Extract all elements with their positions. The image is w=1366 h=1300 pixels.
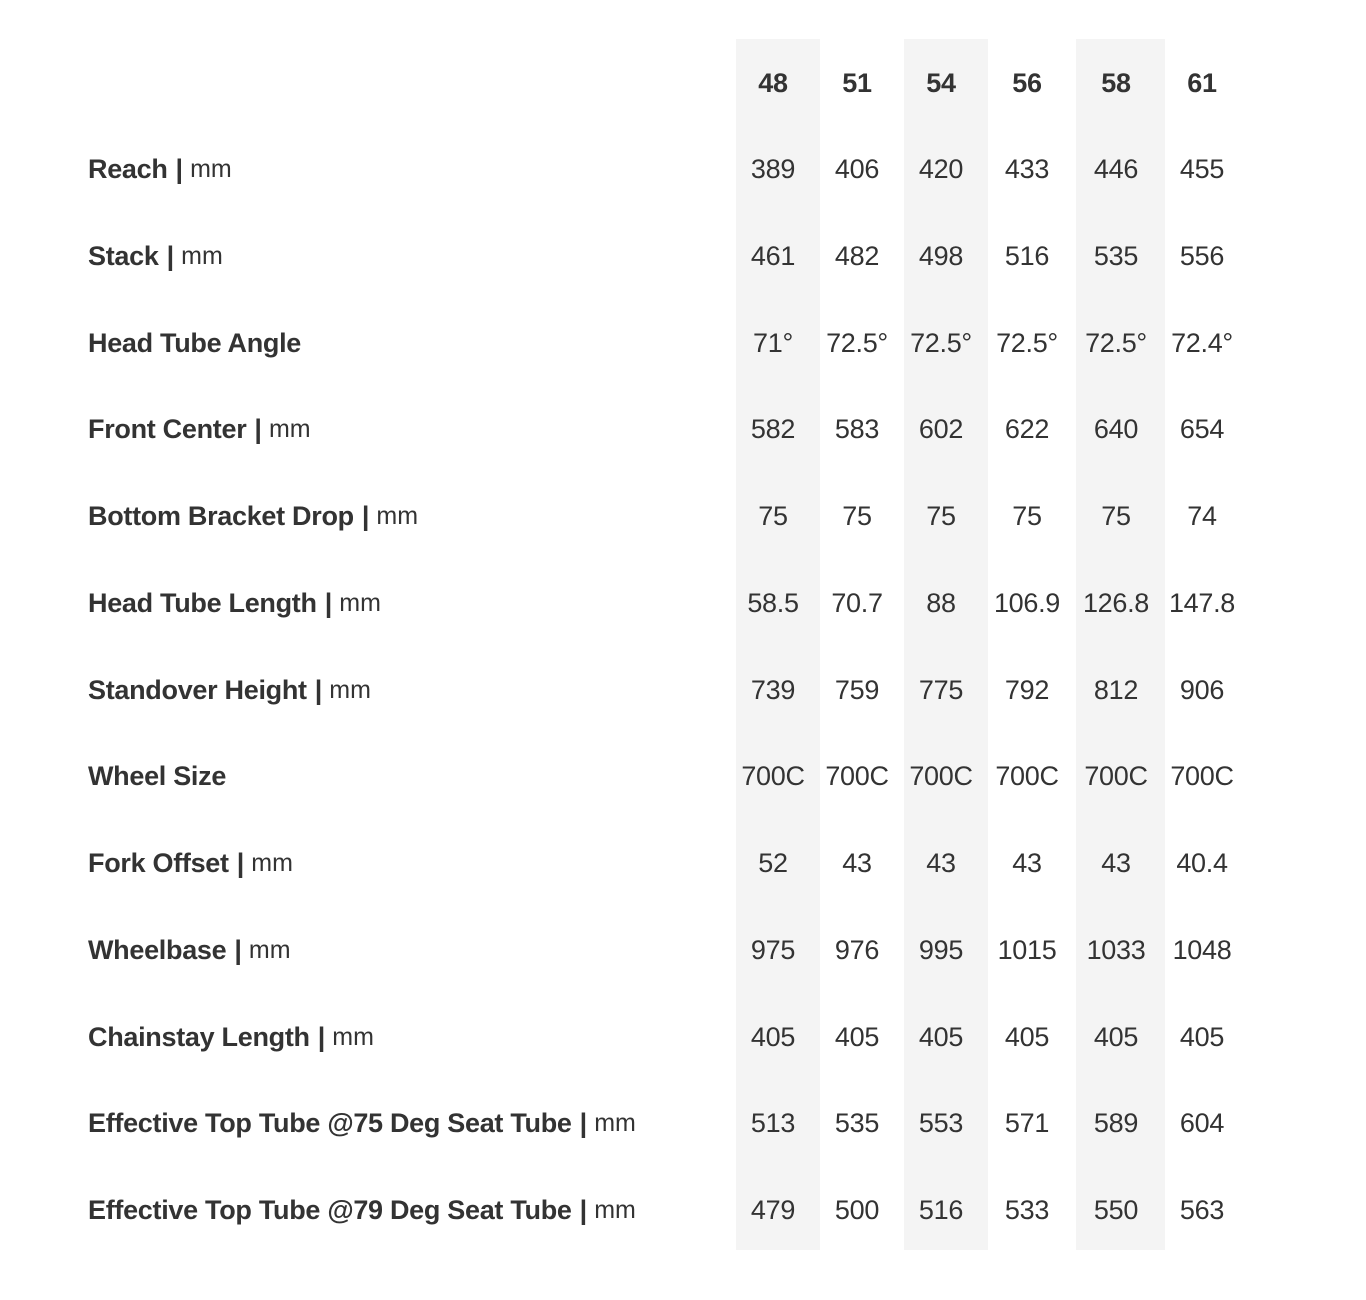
table-cell: 147.8: [1168, 588, 1236, 618]
table-cell: 482: [834, 241, 880, 271]
table-cell: 582: [750, 414, 796, 444]
table-cell: 995: [918, 935, 964, 965]
table-cell: 604: [1179, 1108, 1225, 1138]
row-label-name: Wheel Size: [88, 761, 227, 791]
row-label: [88, 820, 293, 907]
table-row: [0, 820, 1366, 907]
row-label: [88, 560, 381, 647]
table-cell: 563: [1179, 1195, 1225, 1225]
table-cell: 75: [842, 501, 872, 531]
table-row: [0, 1080, 1366, 1167]
table-cell: 700C: [1170, 761, 1234, 791]
table-cell: 976: [834, 935, 880, 965]
table-cell: 516: [918, 1195, 964, 1225]
table-cell: 75: [926, 501, 956, 531]
size-header-cell: 51: [842, 68, 872, 98]
table-cell: 1033: [1086, 935, 1146, 965]
row-label-unit: mm: [376, 502, 419, 530]
table-cell: 700C: [909, 761, 973, 791]
row-label: [88, 386, 311, 473]
row-label-unit: mm: [248, 936, 291, 964]
table-cell: 72.4°: [1171, 328, 1233, 358]
row-label-separator: |: [234, 935, 242, 965]
row-label-separator: |: [314, 675, 323, 705]
table-cell: 700C: [741, 761, 805, 791]
table-cell: 75: [1012, 501, 1042, 531]
size-header-cell: 58: [1101, 68, 1131, 98]
row-label-separator: |: [579, 1108, 588, 1138]
table-row: [0, 907, 1366, 994]
table-cell: 583: [834, 414, 880, 444]
table-cell: 700C: [995, 761, 1059, 791]
table-cell: 72.5°: [910, 328, 972, 358]
size-header-cell: 54: [926, 68, 956, 98]
row-label-separator: |: [361, 501, 370, 531]
table-cell: 43: [842, 848, 872, 878]
size-header-cell: 56: [1012, 68, 1042, 98]
table-cell: 126.8: [1082, 588, 1150, 618]
table-cell: 500: [834, 1195, 880, 1225]
table-cell: 75: [1101, 501, 1131, 531]
row-label-separator: |: [166, 241, 175, 271]
table-cell: 58.5: [747, 588, 799, 618]
table-row: [0, 473, 1366, 560]
table-cell: 405: [1004, 1022, 1050, 1052]
table-cell: 498: [918, 241, 964, 271]
table-cell: 106.9: [993, 588, 1061, 618]
table-cell: 40.4: [1176, 848, 1228, 878]
table-cell: 775: [918, 675, 964, 705]
row-label-name: Stack: [88, 241, 159, 271]
table-row: [0, 126, 1366, 213]
table-cell: 75: [758, 501, 788, 531]
table-row: [0, 1167, 1366, 1254]
row-label-unit: mm: [332, 1023, 374, 1051]
table-cell: 792: [1004, 675, 1050, 705]
table-cell: 739: [750, 675, 796, 705]
size-header-row: [0, 40, 1366, 127]
row-label-separator: |: [254, 414, 262, 444]
table-cell: 589: [1093, 1108, 1139, 1138]
row-label: [88, 213, 223, 300]
row-label-unit: mm: [329, 676, 371, 704]
row-label-unit: mm: [190, 155, 232, 183]
row-label-name: Reach: [88, 154, 168, 184]
table-cell: 71°: [753, 328, 793, 358]
row-label-unit: mm: [181, 242, 223, 270]
table-cell: 602: [918, 414, 964, 444]
table-cell: 433: [1004, 154, 1050, 184]
table-cell: 405: [750, 1022, 796, 1052]
row-label: [88, 1167, 636, 1254]
table-cell: 1015: [997, 935, 1057, 965]
table-cell: 72.5°: [996, 328, 1058, 358]
table-cell: 550: [1093, 1195, 1139, 1225]
row-label: [88, 126, 232, 213]
table-row: [0, 386, 1366, 473]
table-row: [0, 560, 1366, 647]
table-cell: 72.5°: [826, 328, 888, 358]
table-cell: 405: [1093, 1022, 1139, 1052]
table-cell: 812: [1093, 675, 1139, 705]
row-label-separator: |: [175, 154, 184, 184]
table-cell: 43: [1101, 848, 1131, 878]
table-cell: 70.7: [831, 588, 883, 618]
table-cell: 556: [1179, 241, 1225, 271]
table-cell: 516: [1004, 241, 1050, 271]
row-label-name: Wheelbase: [88, 935, 227, 965]
row-label: [88, 994, 374, 1081]
row-label-separator: |: [236, 848, 245, 878]
table-cell: 759: [834, 675, 880, 705]
table-cell: 535: [834, 1108, 880, 1138]
row-label: [88, 473, 418, 560]
table-cell: 571: [1004, 1108, 1050, 1138]
table-row: [0, 733, 1366, 820]
row-label-name: Effective Top Tube @79 Deg Seat Tube: [88, 1195, 572, 1225]
row-label-unit: mm: [268, 415, 311, 443]
row-label-name: Chainstay Length: [88, 1022, 310, 1052]
table-cell: 535: [1093, 241, 1139, 271]
table-cell: 52: [758, 848, 788, 878]
table-cell: 975: [750, 935, 796, 965]
row-label-unit: mm: [594, 1109, 636, 1137]
row-label-name: Fork Offset: [88, 848, 229, 878]
row-label: [88, 647, 371, 734]
row-label: [88, 300, 301, 387]
row-label-name: Head Tube Length: [88, 588, 317, 618]
table-cell: 553: [918, 1108, 964, 1138]
table-cell: 1048: [1172, 935, 1232, 965]
table-cell: 640: [1093, 414, 1139, 444]
row-label-unit: mm: [594, 1196, 636, 1224]
table-cell: 420: [918, 154, 964, 184]
table-cell: 74: [1187, 501, 1217, 531]
table-row: [0, 300, 1366, 387]
table-cell: 455: [1179, 154, 1225, 184]
size-header-cell: 61: [1187, 68, 1217, 98]
row-label-name: Effective Top Tube @75 Deg Seat Tube: [88, 1108, 572, 1138]
table-cell: 88: [926, 588, 956, 618]
table-cell: 43: [926, 848, 956, 878]
row-label-name: Standover Height: [88, 675, 307, 705]
table-cell: 479: [750, 1195, 796, 1225]
row-label-name: Front Center: [88, 414, 247, 444]
table-cell: 513: [750, 1108, 796, 1138]
table-cell: 43: [1012, 848, 1042, 878]
row-label: [88, 733, 226, 820]
table-cell: 446: [1093, 154, 1139, 184]
table-cell: 405: [1179, 1022, 1225, 1052]
table-cell: 405: [834, 1022, 880, 1052]
table-cell: 461: [750, 241, 796, 271]
row-label-unit: mm: [251, 849, 293, 877]
size-header-cell: 48: [758, 68, 788, 98]
row-label-separator: |: [579, 1195, 588, 1225]
table-cell: 654: [1179, 414, 1225, 444]
row-label-separator: |: [324, 588, 333, 618]
row-label: [88, 907, 291, 994]
table-row: [0, 213, 1366, 300]
table-cell: 700C: [1084, 761, 1148, 791]
table-cell: 533: [1004, 1195, 1050, 1225]
row-label-separator: |: [317, 1022, 326, 1052]
table-cell: 700C: [825, 761, 889, 791]
row-label-unit: mm: [339, 589, 381, 617]
row-label: [88, 1080, 636, 1167]
table-cell: 622: [1004, 414, 1050, 444]
table-row: [0, 994, 1366, 1081]
table-row: [0, 647, 1366, 734]
row-label-name: Head Tube Angle: [88, 328, 302, 358]
table-cell: 406: [834, 154, 880, 184]
table-cell: 72.5°: [1085, 328, 1147, 358]
row-label-name: Bottom Bracket Drop: [88, 501, 354, 531]
table-cell: 906: [1179, 675, 1225, 705]
table-cell: 389: [750, 154, 796, 184]
table-cell: 405: [918, 1022, 964, 1052]
